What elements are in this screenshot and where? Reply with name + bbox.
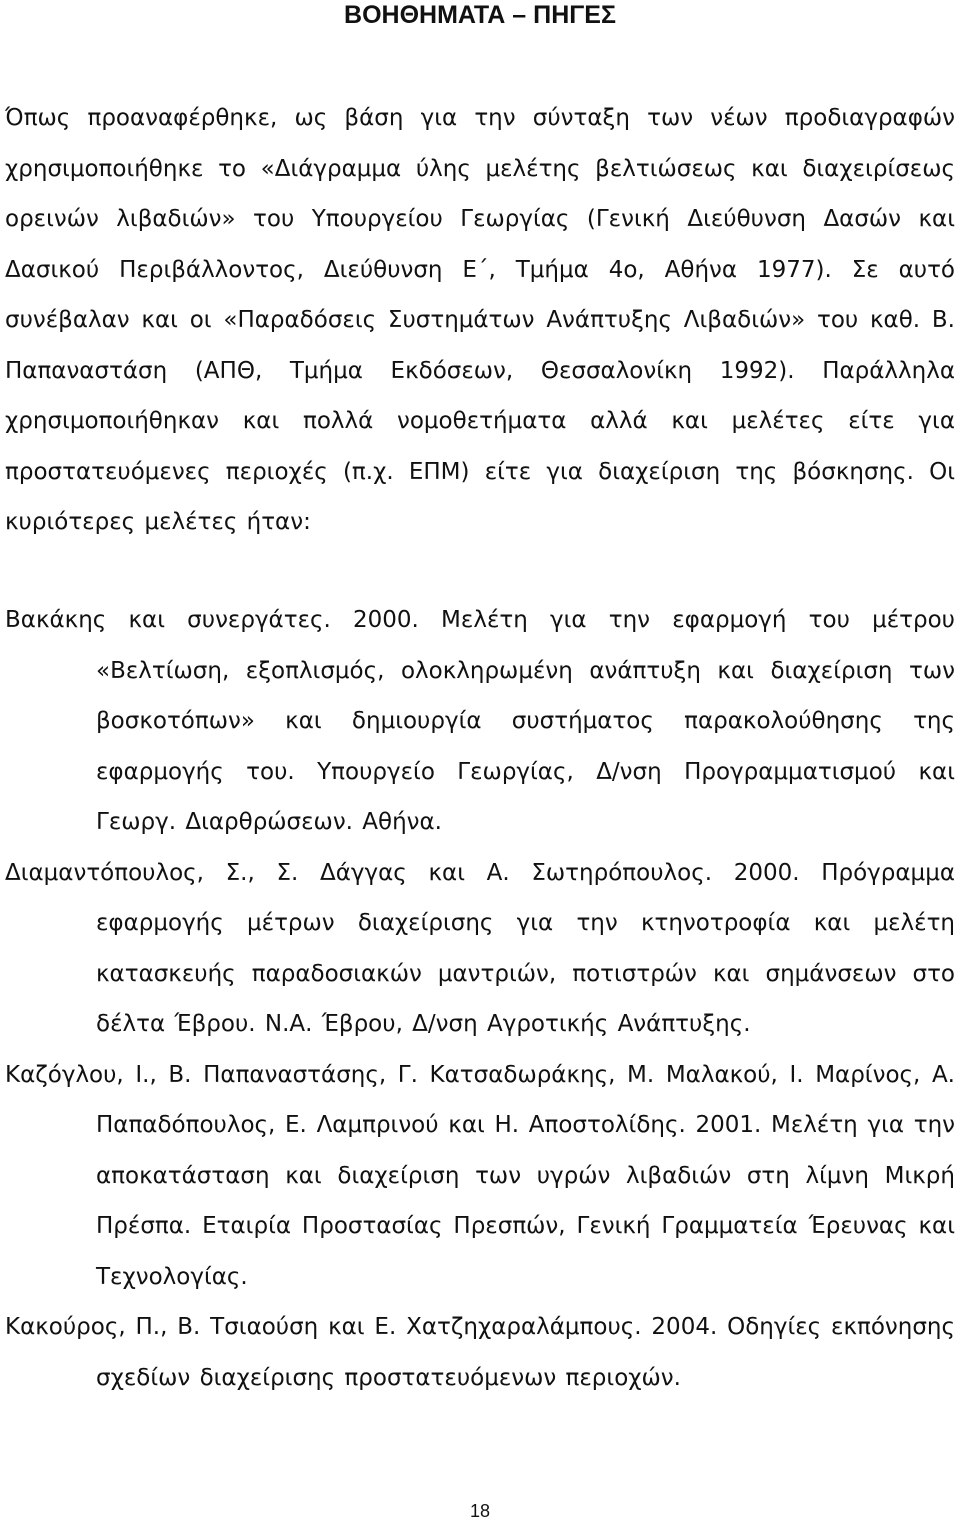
reference-item: Καζόγλου, Ι., Β. Παπαναστάσης, Γ. Κατσαδωράκης, Μ. Μαλακού, Ι. Μαρίνος, Α. Παπαδόπουλος, Ε. Λαμπρινού και Η. Αποστολίδης. 2001. Μελέτη για την αποκατάσταση και διαχείριση των υγρών λιβαδιών στη λίμνη Μικρή Πρέσπα. Εταιρία Προστασίας Πρεσπών, Γενική Γραμματεία Έρευνας και Τεχνολογίας. [5, 1061, 955, 1290]
reference-item: Βακάκης και συνεργάτες. 2000. Μελέτη για την εφαρμογή του μέτρου «Βελτίωση, εξοπλισμός, ολοκληρωμένη ανάπτυξη και διαχείριση των βοσκοτόπων» και δημιουργία συστήματος παρακολούθησης της εφαρμογής του. Υπουργείο Γεωργίας, Δ/νση Προγραμματισμού και Γεωργ. Διαρθρώσεων. Αθήνα. [5, 607, 955, 835]
intro-paragraph: Όπως προαναφέρθηκε, ως βάση για την σύνταξη των νέων προδιαγραφών χρησιμοποιήθηκε το «Διάγραμμα ύλης μελέτης βελτιώσεως και διαχειρίσεως ορεινών λιβαδιών» του Υπουργείου Γεωργίας (Γενική Διεύθυνση Δασών και Δασικού Περιβάλλοντος, Διεύθυνση Ε΄, Τμήμα 4ο, Αθήνα 1977). Σε αυτό συνέβαλαν και οι «Παραδόσεις Συστημάτων Ανάπτυξης Λιβαδιών» του καθ. Β. Παπαναστάση (ΑΠΘ, Τμήμα Εκδόσεων, Θεσσαλονίκη 1992). Παράλληλα χρησιμοποιήθηκαν και πολλά νομοθετήματα αλλά και μελέτες είτε για προστατευόμενες περιοχές (π.χ. ΕΠΜ) είτε για διαχείριση της βόσκησης. Οι κυριότερες μελέτες ήταν: [5, 105, 955, 535]
page-number: 18 [469, 1501, 491, 1521]
page-title: ΒΟΗΘΗΜΑΤΑ – ΠΗΓΕΣ [344, 1, 616, 29]
reference-item: Διαμαντόπουλος, Σ., Σ. Δάγγας και Α. Σωτηρόπουλος. 2000. Πρόγραμμα εφαρμογής μέτρων διαχείρισης για την κτηνοτροφία και μελέτη κατασκευής παραδοσιακών μαντριών, ποτιστρών και σημάνσεων στο δέλτα Έβρου. Ν.Α. Έβρου, Δ/νση Αγροτικής Ανάπτυξης. [5, 859, 955, 1037]
references-list [5, 595, 955, 1403]
reference-item: Κακούρος, Π., Β. Τσιαούση και Ε. Χατζηχαραλάμπους. 2004. Οδηγίες εκπόνησης σχεδίων διαχείρισης προστατευόμενων περιοχών. [5, 1314, 955, 1391]
